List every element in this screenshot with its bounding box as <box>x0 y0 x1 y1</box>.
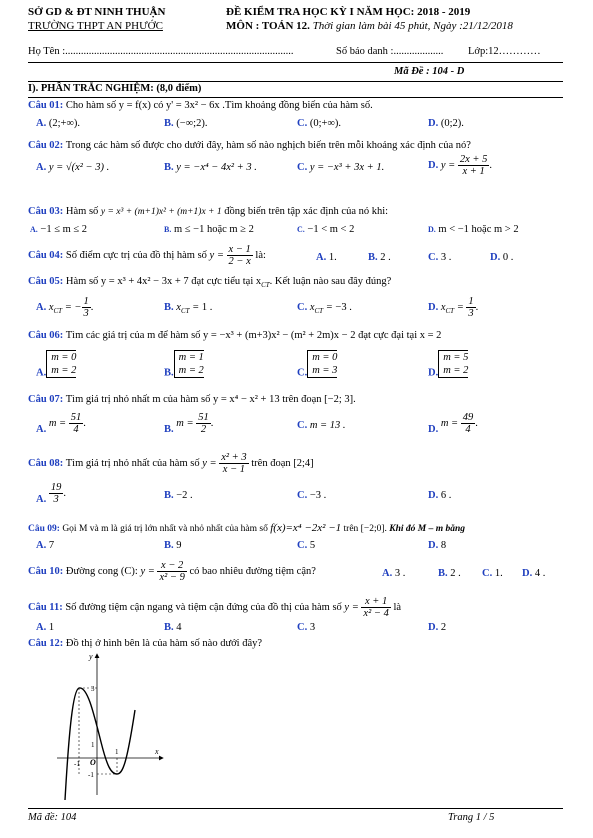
q04-option-c[interactable]: C. 3 . <box>428 252 452 263</box>
name-field: Họ Tên :....................................................................................... <box>28 46 294 57</box>
q10-option-c[interactable]: C. 1. <box>482 568 503 579</box>
dept-name: SỞ GD & ĐT NINH THUẬN <box>28 6 166 18</box>
q08-option-b[interactable]: B. −2 . <box>164 490 193 501</box>
q05-option-c[interactable]: C. $x_{CT} = -3$ . <box>297 302 352 316</box>
q02-option-a[interactable]: A. y = √(x² − 3) . <box>36 162 110 173</box>
q07-option-c[interactable]: C. m = 13 . <box>297 420 346 431</box>
q11-option-a[interactable]: A. 1 <box>36 622 55 633</box>
question-08: Câu 08: Tìm giá trị nhỏ nhất của hàm số y = $\frac{\text{x² + 3}}{x - 1}$ trên đoạn [2;4] <box>28 452 314 476</box>
q09-option-d[interactable]: D. 8 <box>428 540 447 551</box>
q03-option-a[interactable]: A. −1 ≤ m ≤ 2 <box>30 224 88 235</box>
q11-option-d[interactable]: D. 2 <box>428 622 447 633</box>
q08-option-d[interactable]: D. 6 . <box>428 490 452 501</box>
q05-option-a[interactable]: A. $x_{CT}$ = − $\frac{1}{3}$ . <box>36 296 94 320</box>
school-name: TRƯỜNG THPT AN PHƯỚC <box>28 20 163 32</box>
question-06: Câu 06: Tìm các giá trị của m để hàm số y = −x³ + (m+3)x² − (m² + 2m)x − 2 đạt cực đại tại x = 2 <box>28 330 442 341</box>
tick-x-1: 1 <box>115 748 119 756</box>
q07-option-b[interactable]: B. m = $\frac{51}{2}$ . <box>164 412 214 436</box>
q09-option-c[interactable]: C. 5 <box>297 540 316 551</box>
tick-1: 1 <box>91 741 95 749</box>
class-field: Lớp:12………… <box>468 46 541 57</box>
q10-option-d[interactable]: D. 4 . <box>522 568 546 579</box>
x-label: x <box>155 747 159 756</box>
q02-option-d[interactable]: D. y = $\frac{2x + 5}{x + 1}$ . <box>428 154 492 178</box>
subject-line: MÔN : TOÁN 12. Thời gian làm bài 45 phút, Ngày :21/12/2018 <box>226 20 513 32</box>
q10-option-a[interactable]: A. 3 . <box>382 568 406 579</box>
question-05: Câu 05: Hàm số y = x³ + 4x² − 3x + 7 đạt cực tiểu tại $x_{CT}$. Kết luận nào sau đây đúng? <box>28 276 392 290</box>
section-divider-top <box>28 81 563 82</box>
footer-exam-code: Mã đề: 104 <box>28 812 77 823</box>
function-graph <box>55 650 175 800</box>
q07-option-a[interactable]: A. m = $\frac{51}{4}$ . <box>36 412 86 436</box>
header-divider <box>28 62 563 63</box>
q11-option-c[interactable]: C. 3 <box>297 622 316 633</box>
q03-option-b[interactable]: B. m ≤ −1 hoặc m ≥ 2 <box>164 224 254 235</box>
q06-option-d[interactable]: D.m = 5 m = 2 <box>428 352 469 379</box>
exam-title: ĐỀ KIỂM TRA HỌC KỲ I NĂM HỌC: 2018 - 2019 <box>226 6 471 18</box>
q03-option-d[interactable]: D. m < −1 hoặc m > 2 <box>428 224 519 235</box>
section-title: I). PHẦN TRẮC NGHIỆM: (8,0 điểm) <box>28 83 202 94</box>
q11-option-b[interactable]: B. 4 <box>164 622 182 633</box>
q08-option-a[interactable]: A. $\frac{19}{3}$ . <box>36 482 66 506</box>
origin-label: O <box>90 758 96 767</box>
q02-option-c[interactable]: C. y = −x³ + 3x + 1. <box>297 162 385 173</box>
q01-option-b[interactable]: B. (−∞;2). <box>164 118 208 129</box>
tick-x-m1: -1 <box>74 760 80 768</box>
q01-option-c[interactable]: C. (0;+∞). <box>297 118 342 129</box>
q06-option-c[interactable]: C.m = 0 m = 3 <box>297 352 338 379</box>
section-divider-bottom <box>28 97 563 98</box>
cubic-curve <box>65 688 135 800</box>
question-04: Câu 04: Số điểm cực trị của đồ thị hàm số y = $\frac{x - 1}{2 - x}$ là: <box>28 244 266 268</box>
q10-option-b[interactable]: B. 2 . <box>438 568 461 579</box>
q09-option-b[interactable]: B. 9 <box>164 540 182 551</box>
tick-3: 3 <box>91 685 95 693</box>
tick-m1: -1 <box>88 771 94 779</box>
footer-divider <box>28 808 563 809</box>
q08-option-c[interactable]: C. −3 . <box>297 490 327 501</box>
q05-option-b[interactable]: B. $x_{CT} = 1$ . <box>164 302 213 316</box>
question-11: Câu 11: Số đường tiệm cận ngang và tiệm cận đứng của đồ thị của hàm số y = $\frac{x + 1}{\text{x² − 4}}$ là <box>28 596 402 620</box>
question-02: Câu 02: Trong các hàm số được cho dưới đây, hàm số nào nghịch biến trên mỗi khoảng xác định của nó? <box>28 140 471 151</box>
q02-option-b[interactable]: B. y = −x⁴ − 4x² + 3 . <box>164 162 257 173</box>
q04-option-d[interactable]: D. 0 . <box>490 252 514 263</box>
question-12: Câu 12: Đồ thị ở hình bên là của hàm số nào dưới đây? <box>28 638 263 649</box>
q09-option-a[interactable]: A. 7 <box>36 540 55 551</box>
footer-page-number: Trang 1 / 5 <box>448 812 495 823</box>
q04-option-b[interactable]: B. 2 . <box>368 252 391 263</box>
sbd-field: Số báo danh :................... <box>336 46 444 57</box>
q03-option-c[interactable]: C. −1 < m < 2 <box>297 224 355 235</box>
q06-option-b[interactable]: B.m = 1 m = 2 <box>164 352 204 379</box>
question-03: Câu 03: Hàm số y = x³ + (m+1)x² + (m+1)x + 1 đồng biến trên tập xác định của nó khi: <box>28 206 389 217</box>
q04-option-a[interactable]: A. 1. <box>316 252 337 263</box>
q07-option-d[interactable]: D. m = $\frac{49}{4}$ . <box>428 412 478 436</box>
question-01: Câu 01: Cho hàm số y = f(x) có y' = 3x² − 6x .Tìm khoảng đồng biến của hàm số. <box>28 100 373 111</box>
q06-option-a[interactable]: A.m = 0 m = 2 <box>36 352 77 379</box>
question-07: Câu 07: Tìm giá trị nhỏ nhất m của hàm số y = x⁴ − x² + 13 trên đoạn [−2; 3]. <box>28 394 356 405</box>
q01-option-d[interactable]: D. (0;2). <box>428 118 464 129</box>
exam-code: Mã Đề : 104 - D <box>394 66 465 77</box>
q01-option-a[interactable]: A. (2;+∞). <box>36 118 81 129</box>
question-10: Câu 10: Đường cong (C): y = $\frac{x - 2}{\text{x² − 9}}$ có bao nhiêu đường tiệm cận? <box>28 560 316 584</box>
q05-option-d[interactable]: D. $x_{CT}$ = $\frac{1}{3}$ . <box>428 296 479 320</box>
y-label: y <box>89 652 93 661</box>
question-09: Câu 09: Gọi M và m là giá trị lớn nhất và nhỏ nhất của hàm số f(x)=x⁴ −2x² −1 trên [−2;0]. Khi đó M – m bằng <box>28 522 466 534</box>
